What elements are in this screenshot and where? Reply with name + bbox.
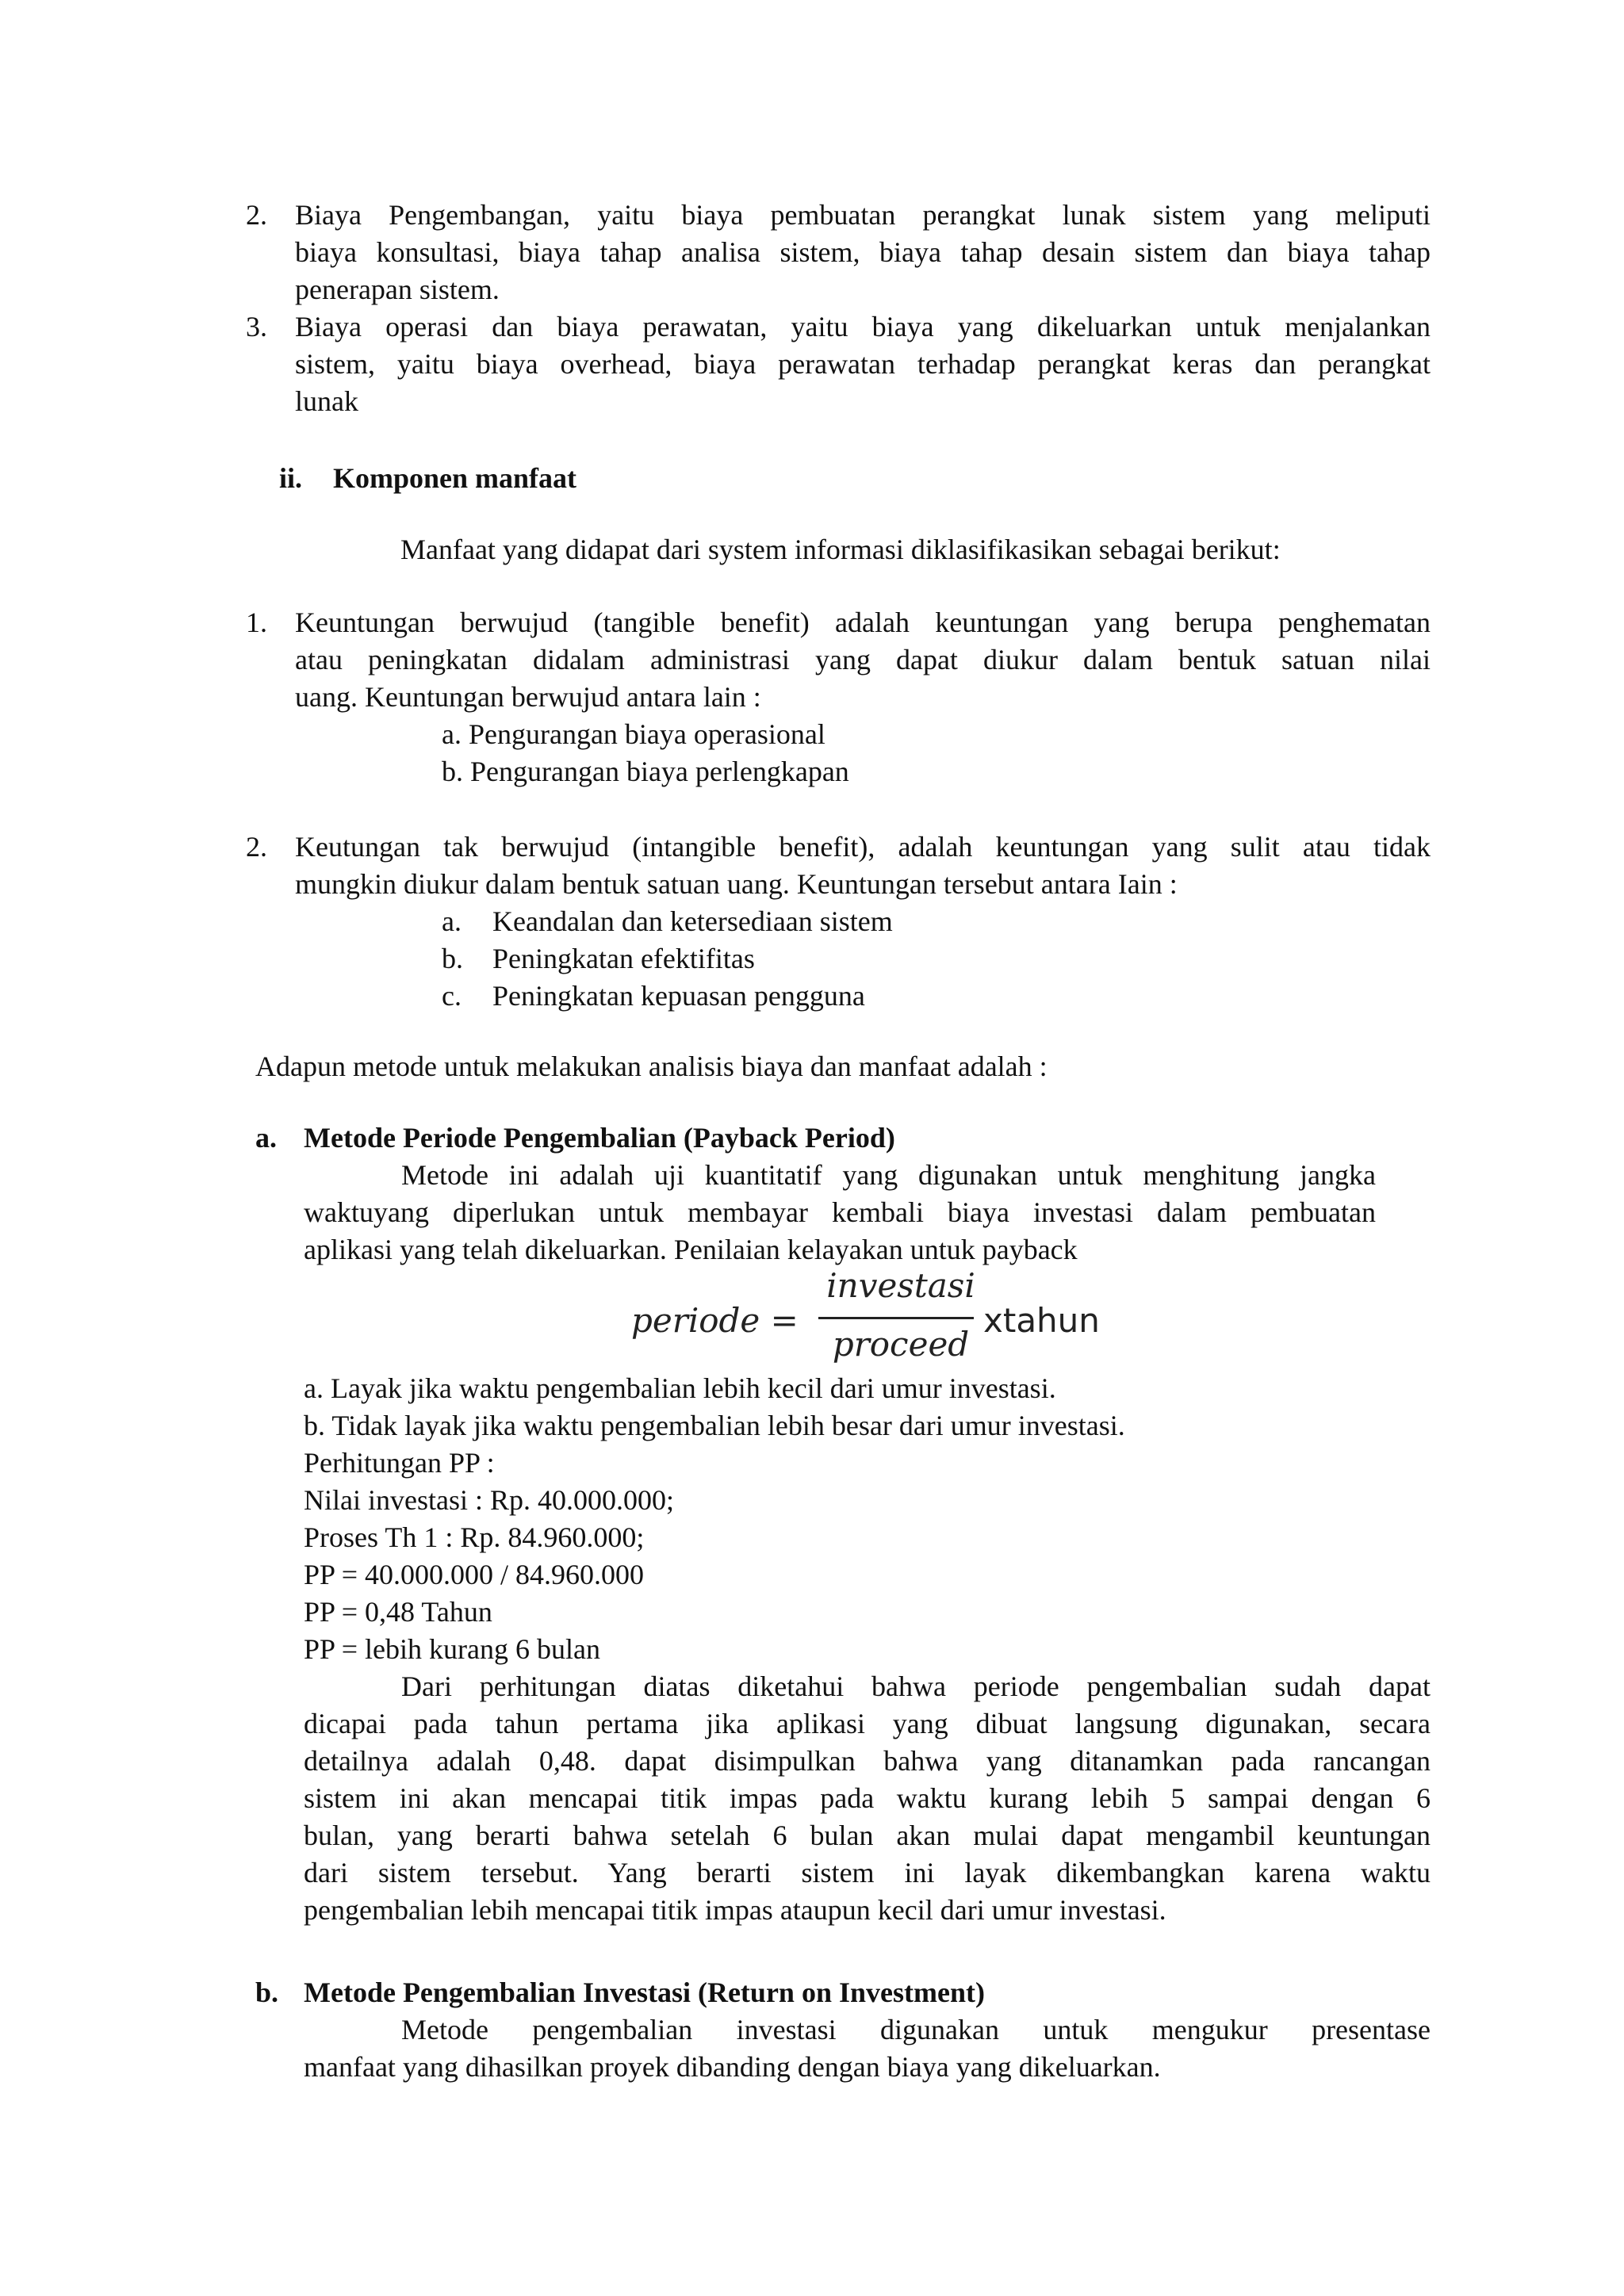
sub-list-mark: a. bbox=[442, 905, 462, 937]
text-line: dicapai pada tahun pertama jika aplikasi yang dibuat langsung digunakan, secara bbox=[304, 1708, 1431, 1739]
calc-line: PP = lebih kurang 6 bulan bbox=[304, 1633, 600, 1665]
text-line: detailnya adalah 0,48. dapat disimpulkan bahwa yang ditanamkan pada rancangan bbox=[304, 1745, 1431, 1777]
text-line: lunak bbox=[295, 385, 358, 417]
formula-lhs: periode = bbox=[631, 1301, 799, 1340]
text-line: Keutungan tak berwujud (intangible benefit), adalah keuntungan yang sulit atau tidak bbox=[295, 831, 1431, 863]
text-line: Metode pengembalian investasi digunakan untuk mengukur presentase bbox=[401, 2014, 1431, 2045]
sub-list-mark: c. bbox=[442, 980, 462, 1012]
text-line: manfaat yang dihasilkan proyek dibanding dengan biaya yang dikeluarkan. bbox=[304, 2051, 1161, 2083]
sub-list bbox=[442, 903, 893, 1015]
calc-line: PP = 0,48 Tahun bbox=[304, 1596, 492, 1628]
section-number: ii. bbox=[279, 462, 303, 494]
text-line: uang. Keuntungan berwujud antara lain : bbox=[295, 681, 761, 713]
text-line: sistem ini akan mencapai titik impas pada waktu kurang lebih 5 sampai dengan 6 bbox=[304, 1782, 1431, 1814]
text-line: penerapan sistem. bbox=[295, 274, 500, 305]
method-description bbox=[304, 2011, 1431, 2086]
sub-list-item: a. Pengurangan biaya operasional bbox=[442, 718, 825, 750]
calc-line: Proses Th 1 : Rp. 84.960.000; bbox=[304, 1521, 645, 1553]
text-line: bulan, yang berarti bahwa setelah 6 bulan akan mulai dapat mengambil keuntungan bbox=[304, 1820, 1431, 1851]
sub-list-item bbox=[442, 903, 893, 940]
method-description bbox=[304, 1157, 1376, 1269]
text-line: dari sistem tersebut. Yang berarti sistem ini layak dikembangkan karena waktu bbox=[304, 1857, 1431, 1888]
calc-line: PP = 40.000.000 / 84.960.000 bbox=[304, 1559, 645, 1590]
list-number: 3. bbox=[246, 311, 267, 342]
method-heading: Metode Periode Pengembalian (Payback Period) bbox=[304, 1122, 895, 1154]
criteria-line: b. Tidak layak jika waktu pengembalian lebih besar dari umur investasi. bbox=[304, 1410, 1125, 1441]
sub-list-item bbox=[442, 978, 893, 1015]
calc-line: Nilai investasi : Rp. 40.000.000; bbox=[304, 1484, 674, 1516]
list-number: 2. bbox=[246, 199, 267, 231]
text-line: Metode ini adalah uji kuantitatif yang digunakan untuk menghitung jangka bbox=[401, 1159, 1376, 1191]
formula-numerator: investasi bbox=[826, 1266, 975, 1305]
list-number: 1. bbox=[246, 607, 267, 638]
text-line: pengembalian lebih mencapai titik impas ataupun kecil dari umur investasi. bbox=[304, 1894, 1166, 1926]
list-item bbox=[295, 197, 1431, 308]
text-line: Biaya operasi dan biaya perawatan, yaitu biaya yang dikeluarkan untuk menjalankan bbox=[295, 311, 1431, 342]
formula-denominator: proceed bbox=[832, 1325, 970, 1364]
sub-list-text: Keandalan dan ketersediaan sistem bbox=[492, 905, 893, 937]
text-line: sistem, yaitu biaya overhead, biaya perawatan terhadap perangkat keras dan perangkat bbox=[295, 348, 1431, 380]
list-item bbox=[295, 308, 1431, 420]
calc-line: Perhitungan PP : bbox=[304, 1447, 495, 1479]
list-number: 2. bbox=[246, 831, 267, 863]
payback-formula bbox=[631, 1267, 1107, 1370]
sub-list bbox=[442, 716, 849, 790]
section-intro: Manfaat yang didapat dari system informasi diklasifikasikan sebagai berikut: bbox=[400, 534, 1281, 565]
text-line: mungkin diukur dalam bentuk satuan uang. Keuntungan tersebut antara Iain : bbox=[295, 868, 1178, 900]
list-item bbox=[295, 828, 1431, 903]
criteria-line: a. Layak jika waktu pengembalian lebih kecil dari umur investasi. bbox=[304, 1372, 1056, 1404]
text-line: atau peningkatan didalam administrasi yang dapat diukur dalam bentuk satuan nilai bbox=[295, 644, 1431, 675]
sub-list-text: Peningkatan kepuasan pengguna bbox=[492, 980, 865, 1012]
text-line: Biaya Pengembangan, yaitu biaya pembuatan perangkat lunak sistem yang meliputi bbox=[295, 199, 1431, 231]
section-heading: Komponen manfaat bbox=[333, 462, 577, 494]
method-heading: Metode Pengembalian Investasi (Return on Investment) bbox=[304, 1976, 985, 2008]
fraction-bar bbox=[818, 1317, 974, 1319]
text-line: biaya konsultasi, biaya tahap analisa sistem, biaya tahap desain sistem dan biaya tahap bbox=[295, 236, 1431, 268]
list-item bbox=[295, 604, 1431, 716]
method-mark: b. bbox=[255, 1976, 279, 2008]
sub-list-text: Peningkatan efektifitas bbox=[492, 943, 755, 974]
text-line: Keuntungan berwujud (tangible benefit) adalah keuntungan yang berupa penghematan bbox=[295, 607, 1431, 638]
sub-list-item bbox=[442, 940, 893, 978]
text-line: waktuyang diperlukan untuk membayar kembali biaya investasi dalam pembuatan bbox=[304, 1196, 1376, 1228]
sub-list-item: b. Pengurangan biaya perlengkapan bbox=[442, 756, 849, 787]
method-mark: a. bbox=[255, 1122, 277, 1154]
methods-intro: Adapun metode untuk melakukan analisis biaya dan manfaat adalah : bbox=[255, 1050, 1048, 1082]
text-line: aplikasi yang telah dikeluarkan. Penilaian kelayakan untuk payback bbox=[304, 1234, 1078, 1265]
conclusion-paragraph bbox=[304, 1668, 1431, 1929]
payback-criteria-and-calc bbox=[304, 1370, 1125, 1668]
sub-list-mark: b. bbox=[442, 943, 463, 974]
text-line: Dari perhitungan diatas diketahui bahwa periode pengembalian sudah dapat bbox=[401, 1670, 1431, 1702]
formula-rhs: xtahun bbox=[983, 1301, 1100, 1340]
